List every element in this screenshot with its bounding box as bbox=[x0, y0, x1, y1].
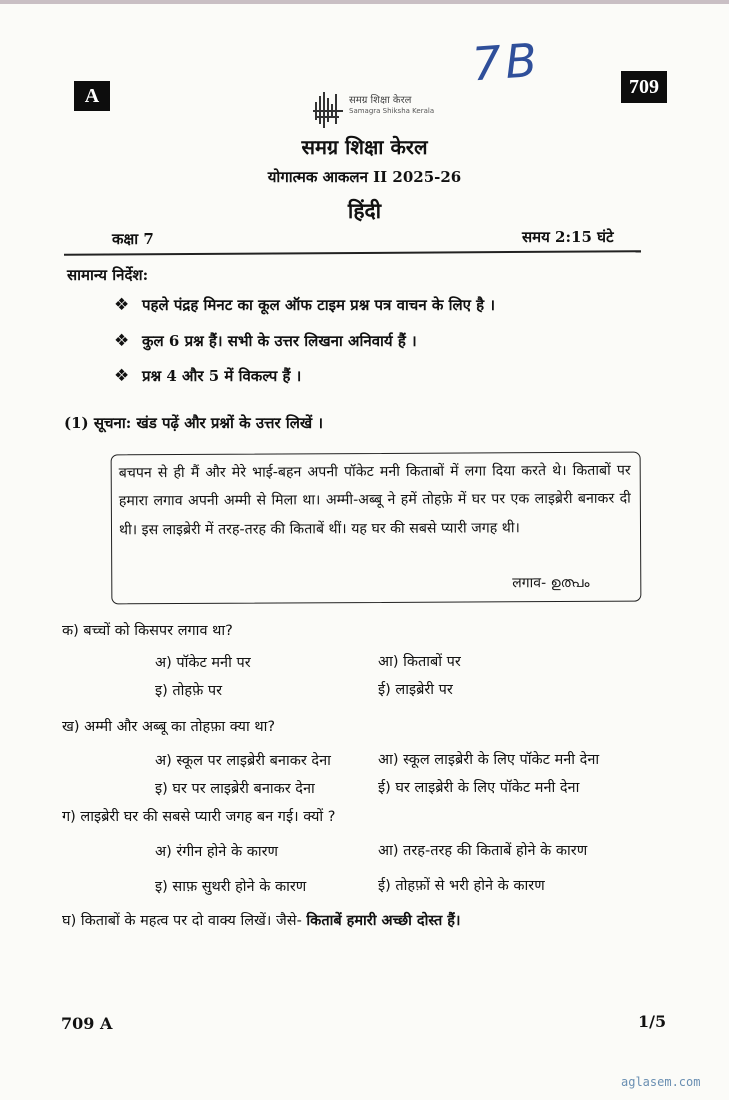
instruction-item: ❖ कुल 6 प्रश्न हैं। सभी के उत्तर लिखना अनिवार्य हैं । bbox=[114, 331, 417, 351]
exam-name: योगात्मक आकलन II 2025-26 bbox=[267, 168, 462, 186]
passage-source: लगाव- ഉത്പം bbox=[512, 574, 590, 592]
option: इ) साफ़ सुथरी होने के कारण bbox=[155, 879, 307, 895]
option: आ) स्कूल लाइब्रेरी के लिए पॉकेट मनी देना bbox=[378, 752, 600, 768]
option: आ) किताबों पर bbox=[378, 654, 461, 670]
question-1-heading: (1) सूचना: खंड पढ़ें और प्रश्नों के उत्तर लिखें । bbox=[64, 414, 324, 432]
passage-box bbox=[111, 452, 642, 605]
header-divider bbox=[64, 250, 641, 255]
time-label: समय 2:15 घंटे bbox=[522, 228, 614, 246]
diamond-bullet-icon: ❖ bbox=[114, 295, 130, 315]
option: इ) घर पर लाइब्रेरी बनाकर देना bbox=[155, 781, 315, 797]
class-label: कक्षा 7 bbox=[112, 230, 154, 248]
option: अ) पॉकेट मनी पर bbox=[155, 655, 251, 671]
top-edge-strip bbox=[0, 0, 729, 4]
instruction-item: ❖ पहले पंद्रह मिनट का कूल ऑफ टाइम प्रश्न पत्र वाचन के लिए है । bbox=[114, 295, 496, 315]
option: ई) लाइब्रेरी पर bbox=[378, 682, 453, 698]
question-kha: ख) अम्मी और अब्बू का तोहफ़ा क्या था? bbox=[62, 719, 276, 735]
paper-code-badge: 709 bbox=[621, 71, 667, 103]
watermark: aglasem.com bbox=[621, 1075, 701, 1089]
logo-text-english: Samagra Shiksha Kerala bbox=[349, 107, 435, 115]
instruction-item: ❖ प्रश्न 4 और 5 में विकल्प हैं । bbox=[114, 366, 302, 386]
question-ka: क) बच्चों को किसपर लगाव था? bbox=[62, 623, 233, 639]
passage-text: बचपन से ही मैं और मेरे भाई-बहन अपनी पॉकेट मनी किताबों में लगा दिया करते थे। किताबों पर हमारा लगाव अपनी अम्मी से मिला था। अम्मी-अब्बू ने हमें तोहफ़े में घर पर एक लाइब्रेरी बनाकर दी थी। इस लाइब्रेरी में तरह-तरह की किताबें थीं। यह घर की सबसे प्यारी जगह थी। bbox=[118, 462, 631, 538]
samagra-shiksha-logo bbox=[313, 90, 443, 130]
diamond-bullet-icon: ❖ bbox=[114, 366, 130, 386]
logo-mark-icon bbox=[313, 90, 347, 130]
option: आ) तरह-तरह की किताबें होने के कारण bbox=[378, 843, 588, 859]
question-gha: घ) किताबों के महत्व पर दो वाक्य लिखें। जैसे- किताबें हमारी अच्छी दोस्त हैं। bbox=[62, 913, 461, 929]
logo-text-hindi: समग्र शिक्षा केरल bbox=[349, 95, 412, 106]
question-ga: ग) लाइब्रेरी घर की सबसे प्यारी जगह बन गई। क्यों ? bbox=[62, 809, 336, 825]
organization-title: समग्र शिक्षा केरल bbox=[301, 135, 428, 159]
footer-paper-code: 709 A bbox=[61, 1014, 113, 1033]
option: अ) स्कूल पर लाइब्रेरी बनाकर देना bbox=[155, 753, 331, 769]
subject-title: हिंदी bbox=[347, 198, 382, 223]
page-number: 1/5 bbox=[638, 1012, 667, 1031]
general-instructions-title: सामान्य निर्देश: bbox=[67, 266, 149, 284]
option: ई) तोहफ़ों से भरी होने के कारण bbox=[378, 878, 545, 894]
option: इ) तोहफ़े पर bbox=[155, 683, 223, 699]
option: ई) घर लाइब्रेरी के लिए पॉकेट मनी देना bbox=[378, 780, 580, 796]
set-label-badge: A bbox=[74, 81, 110, 111]
diamond-bullet-icon: ❖ bbox=[114, 331, 130, 351]
handwritten-mark: 7B bbox=[470, 32, 543, 92]
option: अ) रंगीन होने के कारण bbox=[155, 844, 279, 860]
